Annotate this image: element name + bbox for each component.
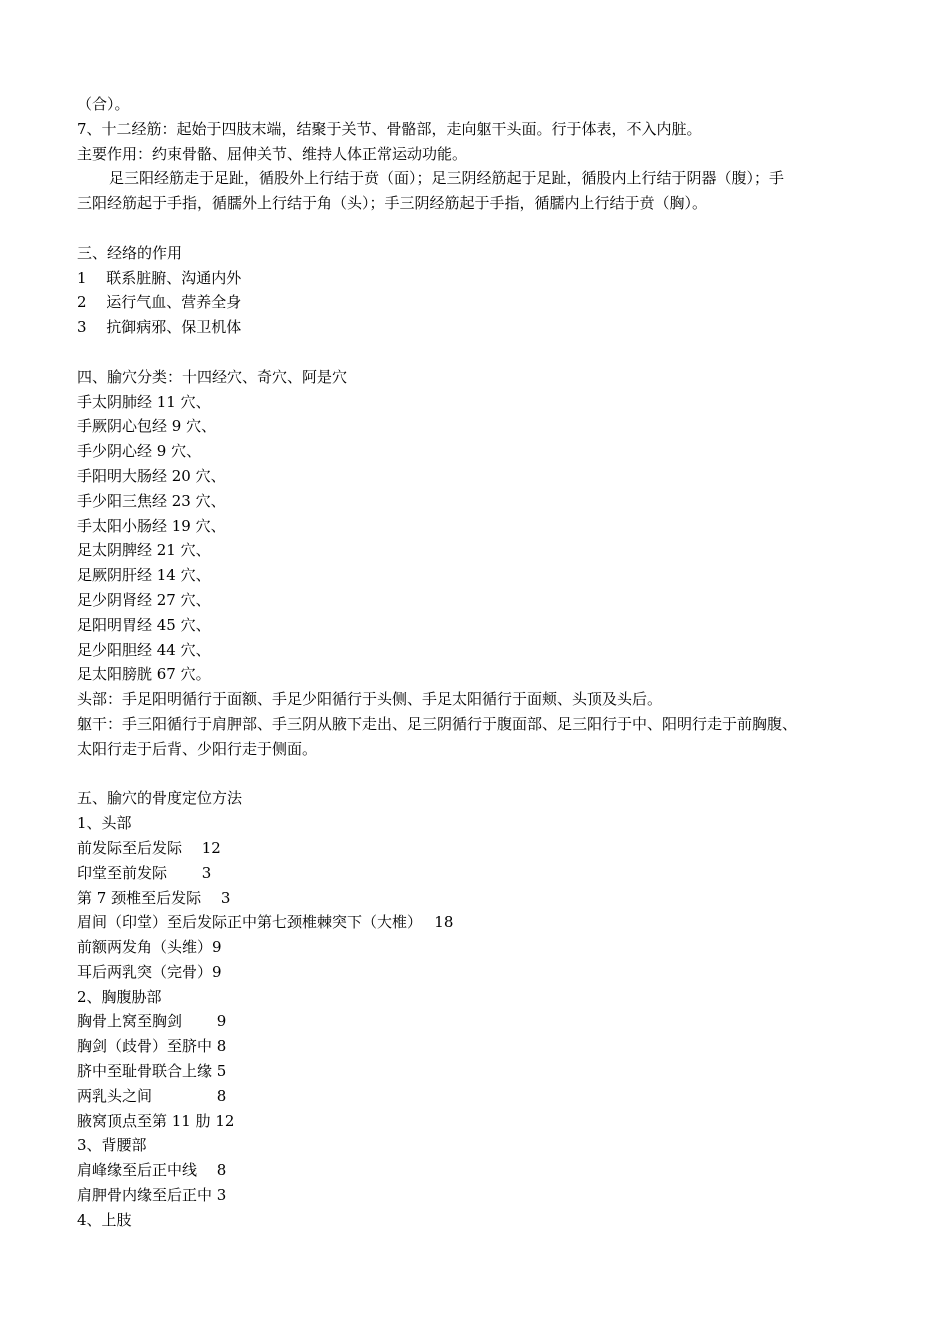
blank-line [77,762,877,787]
text-line: 主要作用：约束骨骼、屈伸关节、维持人体正常运动功能。 [77,144,468,163]
list-item: 胸骨上窝至胸剑 9 [77,1012,227,1031]
list-item: 足太阳膀胱 67 穴。 [77,665,211,684]
list-item: 3 抗御病邪、保卫机体 [77,318,242,337]
list-item: 第 7 颈椎至后发际 3 [77,888,231,907]
section-heading: 四、腧穴分类：十四经穴、奇穴、阿是穴 [77,367,348,386]
subsection-heading: 4、上肢 [77,1210,132,1229]
list-item: 足少阳胆经 44 穴、 [77,640,211,659]
list-item: 前额两发角（头维）9 [77,938,222,957]
list-item: 足太阴脾经 21 穴、 [77,541,211,560]
list-item: 肩峰缘至后正中线 8 [77,1161,227,1180]
list-item: 手少阳三焦经 23 穴、 [77,491,226,510]
list-item: 印堂至前发际 3 [77,863,212,882]
text-line: 三阳经筋起于手指，循臑外上行结于角（头）；手三阴经筋起于手指，循臑内上行结于贲（胸）。 [77,194,708,213]
list-item: 2 运行气血、营养全身 [77,293,242,312]
section-heading: 五、腧穴的骨度定位方法 [77,789,243,808]
section-heading: 三、经络的作用 [77,243,183,262]
list-item: 肩胛骨内缘至后正中 3 [77,1186,227,1205]
list-item: 足少阴肾经 27 穴、 [77,590,211,609]
list-item: 足厥阴肝经 14 穴、 [77,566,211,585]
list-item: 手厥阴心包经 9 穴、 [77,417,217,436]
subsection-heading: 1、头部 [77,814,132,833]
blank-line [77,216,877,241]
text-line: 躯干：手三阳循行于肩胛部、手三阴从腋下走出、足三阴循行于腹面部、足三阳行于中、阳明行走于前胸腹、 [77,714,798,733]
document-page [77,92,877,1233]
subsection-heading: 3、背腰部 [77,1136,147,1155]
list-item: 两乳头之间 8 [77,1086,227,1105]
text-line: （合）。 [77,95,130,113]
list-item: 脐中至耻骨联合上缘 5 [77,1062,227,1081]
list-item: 耳后两乳突（完骨）9 [77,962,222,981]
list-item: 手阳明大肠经 20 穴、 [77,466,226,485]
list-item: 腋窝顶点至第 11 肋 12 [77,1111,235,1130]
text-line: 7、十二经筋：起始于四肢末端，结聚于关节、骨骼部，走向躯干头面。行于体表，不入内脏。 [77,119,702,138]
list-item: 手太阴肺经 11 穴、 [77,392,211,411]
text-line: 太阳行走于后背、少阳行走于侧面。 [77,739,318,758]
list-item: 1 联系脏腑、沟通内外 [77,268,242,287]
list-item: 胸剑（歧骨）至脐中 8 [77,1037,227,1056]
subsection-heading: 2、胸腹胁部 [77,987,162,1006]
text-line: 足三阳经筋走于足趾，循股外上行结于贲（面）；足三阴经筋起于足趾，循股内上行结于阴器（腹）；手 [109,169,785,188]
blank-line [77,340,877,365]
list-item: 手少阴心经 9 穴、 [77,442,202,461]
list-item: 手太阳小肠经 19 穴、 [77,516,226,535]
list-item: 足阳明胃经 45 穴、 [77,615,211,634]
text-line: 头部：手足阳明循行于面额、手足少阳循行于头侧、手足太阳循行于面颊、头顶及头后。 [77,690,663,709]
list-item: 眉间（印堂）至后发际正中第七颈椎棘突下（大椎） 18 [77,913,454,932]
list-item: 前发际至后发际 12 [77,838,221,857]
